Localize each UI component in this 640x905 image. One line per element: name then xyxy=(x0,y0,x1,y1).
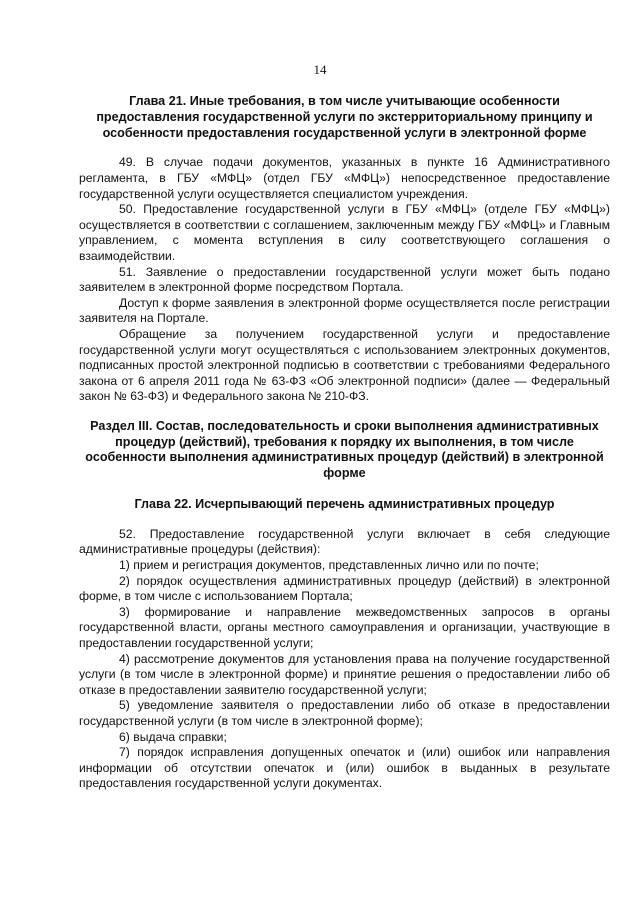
chapter-21-heading: Глава 21. Иные требования, в том числе учитывающие особенности предоставления государственной услуги по экстерриториальному принципу и особенности предоставления государственной услуги в электронной форме xyxy=(96,94,593,140)
paragraph-50: 50. Предоставление государственной услуги в ГБУ «МФЦ» (отделе ГБУ «МФЦ») осуществляется в соответствии с соглашением, заключенным между ГБУ «МФЦ» и Главным управлением, с момента вступления в силу соответствующего соглашения о взаимодействии. xyxy=(79,202,610,263)
list-item-7: 7) порядок исправления допущенных опечаток и (или) ошибок или направления информации об отсутствии опечаток и (или) ошибок в выданных в результате предоставления государственной услуги документах. xyxy=(79,745,610,791)
paragraph-electronic-signature: Обращение за получением государственной услуги и предоставление государственной услуги могут осуществляться с использованием электронных документов, подписанных простой электронной подписью в соответствии с требованиями Федерального закона от 6 апреля 2011 года № 63-ФЗ «Об электронной подписи» (далее — Федеральный закон № 63-ФЗ) и Федерального закона № 210-ФЗ. xyxy=(79,326,610,404)
page-number: 14 xyxy=(313,62,327,77)
paragraph-49: 49. В случае подачи документов, указанных в пункте 16 Административного регламента, в ГБУ «МФЦ» (отдел ГБУ «МФЦ») непосредственное предоставление государственной услуги осуществляется специалистом учреждения. xyxy=(79,155,610,201)
paragraph-52: 52. Предоставление государственной услуги включает в себя следующие административные процедуры (действия): xyxy=(79,526,610,557)
list-item-5: 5) уведомление заявителя о предоставлении либо об отказе в предоставлении государственной услуги (в том числе в электронной форме); xyxy=(79,698,610,728)
list-item-2: 2) порядок осуществления административных процедур (действий) в электронной форме, в том числе с использованием Портала; xyxy=(79,573,610,604)
list-item-6: 6) выдача справки; xyxy=(119,729,227,744)
page-content xyxy=(79,94,610,792)
list-item-3: 3) формирование и направление межведомственных запросов в органы государственной власти, органы местного самоуправления и организации, участвующие в предоставлении государственной услуги; xyxy=(79,604,610,651)
paragraph-portal-access: Доступ к форме заявления в электронной форме осуществляется после регистрации заявителя на Портале. xyxy=(79,295,610,326)
section-3-heading: Раздел III. Состав, последовательность и сроки выполнения административных процедур (действий), требования к порядку их выполнения, в том числе особенности выполнения административных процедур (действий) в электронной форме xyxy=(85,418,604,481)
chapter-22-heading: Глава 22. Исчерпывающий перечень административных процедур xyxy=(134,497,555,512)
list-item-1: 1) прием и регистрация документов, представленных лично или по почте; xyxy=(119,558,539,573)
list-item-4: 4) рассмотрение документов для установления права на получение государственной услуги (в том числе в электронной форме) и принятие решения о предоставлении либо об отказе в предоставлении заявителю государственной услуги; xyxy=(79,651,610,697)
paragraph-51: 51. Заявление о предоставлении государственной услуги может быть подано заявителем в электронной форме посредством Портала. xyxy=(79,264,610,295)
